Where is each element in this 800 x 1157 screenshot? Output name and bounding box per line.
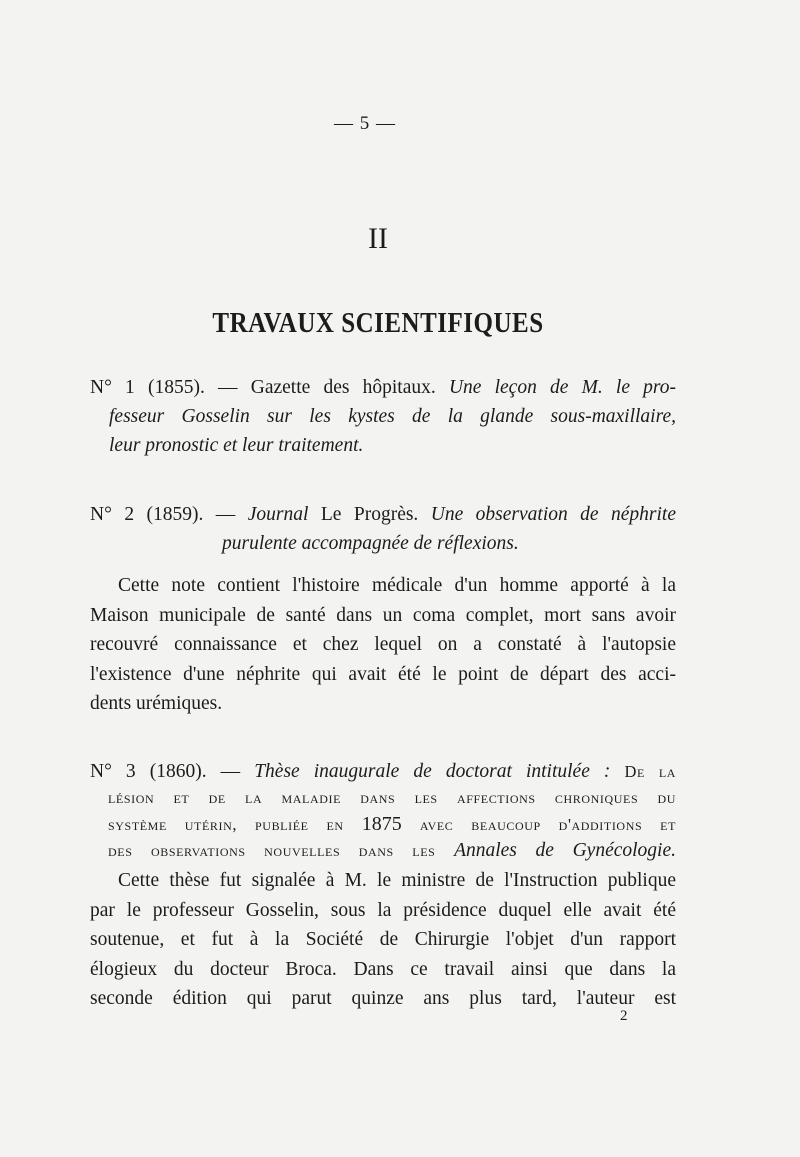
signature-mark: 2 bbox=[620, 1008, 628, 1024]
paragraph-1-line bbox=[90, 571, 676, 601]
entry-1-title-line-2: fesseur Gosselin sur les kystes de la glande sous-maxillaire, bbox=[109, 406, 676, 427]
entry-1-title-line-1: Une leçon de M. le pro- bbox=[448, 377, 677, 398]
paragraph-1-line-4: l'existence d'une néphrite qui avait été le point de départ des acci- bbox=[90, 663, 676, 685]
paragraph-2-line-4: élogieux du docteur Broca. Dans ce travail ainsi que dans la bbox=[90, 958, 676, 980]
paragraph-2-line bbox=[90, 866, 676, 896]
section-numeral: II bbox=[368, 222, 388, 255]
paragraph-1-line-3: recouvré connaissance et chez lequel on a constaté à l'autopsie bbox=[90, 634, 676, 655]
entry-3-line-1 bbox=[90, 759, 676, 785]
paragraph-1-line-1-text: Cette note contient l'histoire médicale d'un homme apporté à la bbox=[118, 575, 676, 596]
paragraph-2-line-5: seconde édition qui parut quinze ans plus tard, l'auteur est bbox=[90, 988, 676, 1009]
paragraph-2-line-1-text: Cette thèse fut signalée à M. le ministre de l'Instruction publique bbox=[118, 870, 676, 891]
entry-2 bbox=[90, 500, 676, 558]
entry-3-title-line-4a: des observations nouvelles dans les bbox=[108, 841, 436, 860]
entry-3-dash: — bbox=[206, 761, 255, 782]
entry-3-title-line-3 bbox=[108, 811, 676, 838]
entry-2-journal-name: Le Progrès. bbox=[320, 504, 419, 525]
entry-1 bbox=[90, 373, 676, 460]
paragraph-1 bbox=[90, 571, 676, 719]
entry-2-label: N° 2 (1859). bbox=[90, 504, 204, 525]
entry-3-year: 1875 bbox=[361, 813, 402, 835]
section-title: TRAVAUX SCIENTIFIQUES bbox=[212, 308, 544, 339]
entry-3-intro: Thèse inaugurale de doctorat intitulée : bbox=[254, 761, 611, 782]
entry-3-title-line-2: lésion et de la maladie dans les affections chroniques du bbox=[108, 788, 676, 807]
paragraph-1-line-2: Maison municipale de santé dans un coma complet, mort sans avoir bbox=[90, 604, 676, 626]
entry-1-line-1 bbox=[90, 373, 676, 402]
entry-3-title-line-4 bbox=[108, 838, 676, 864]
entry-1-dash: — bbox=[204, 377, 251, 398]
page-number: — 5 — bbox=[334, 113, 396, 134]
entry-3-title-line-1: De la bbox=[624, 762, 677, 781]
entry-3-label: N° 3 (1860). bbox=[90, 761, 207, 782]
entry-2-title-line-1: Une observation de néphrite bbox=[430, 504, 677, 525]
entry-3-title-line-4b: Annales de Gynécologie. bbox=[454, 840, 677, 861]
entry-2-dash: — bbox=[203, 504, 248, 525]
entry-3-title-line-3b: avec beaucoup d'additions et bbox=[419, 815, 677, 834]
entry-2-title-line-2: purulente accompagnée de réflexions. bbox=[222, 533, 519, 554]
entry-3-title-line-3a: système utérin, publiée en bbox=[108, 815, 344, 834]
paragraph-2-line-2: par le professeur Gosselin, sous la présidence duquel elle avait été bbox=[90, 899, 676, 921]
paragraph-2-line-3: soutenue, et fut à la Société de Chirurgie l'objet d'un rapport bbox=[90, 929, 676, 950]
entry-2-line-1 bbox=[90, 500, 676, 529]
entry-3 bbox=[90, 759, 676, 864]
entry-1-source: Gazette des hôpitaux. bbox=[250, 377, 436, 398]
paragraph-2 bbox=[90, 866, 676, 1014]
entry-1-label: N° 1 (1855). bbox=[90, 377, 205, 398]
entry-2-journal-word: Journal bbox=[247, 504, 309, 525]
entry-1-title-line-3: leur pronostic et leur traitement. bbox=[109, 435, 364, 456]
paragraph-1-line-5: dents urémiques. bbox=[90, 693, 223, 714]
